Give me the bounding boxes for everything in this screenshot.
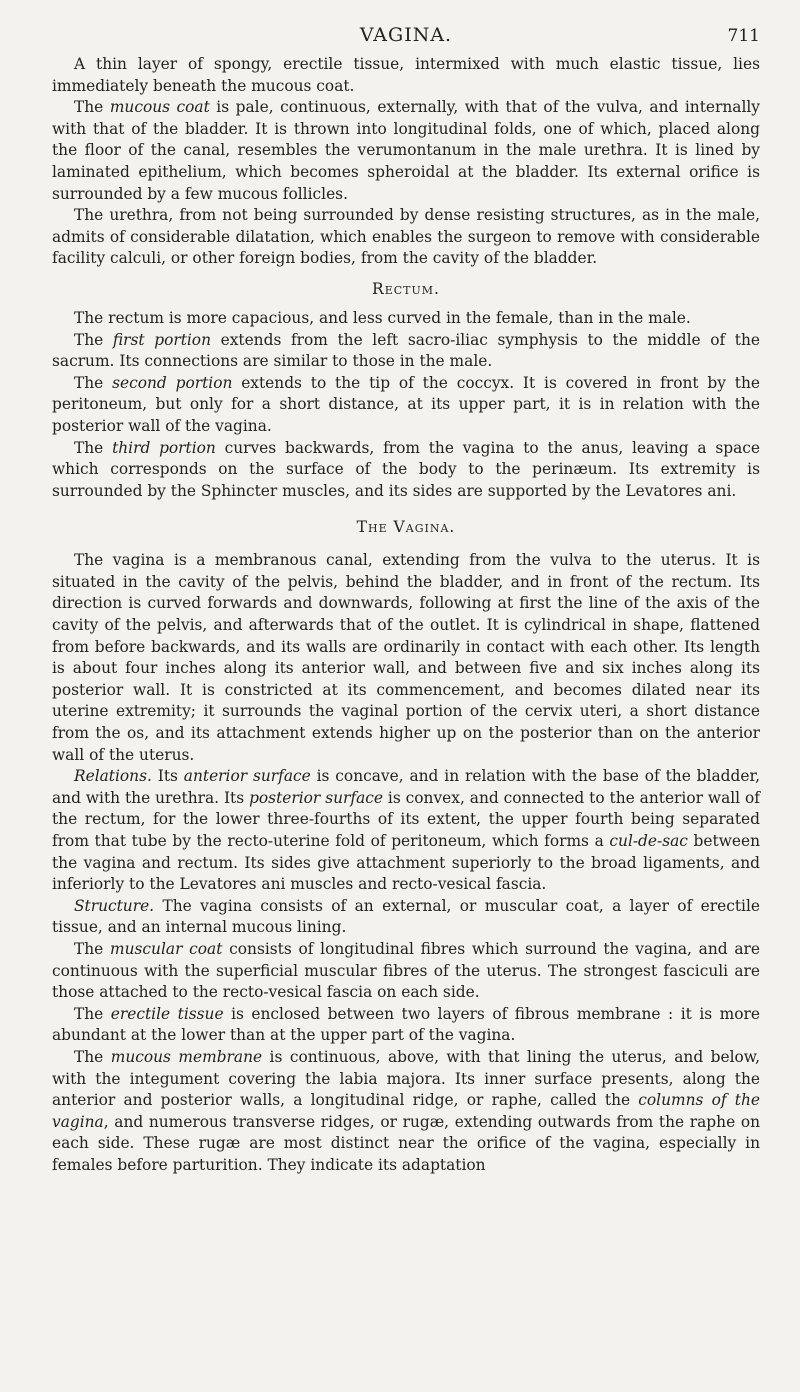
italic-term: anterior surface bbox=[183, 767, 311, 786]
italic-term: muscular coat bbox=[110, 939, 223, 958]
paragraph bbox=[52, 373, 760, 438]
text-run: The bbox=[74, 98, 110, 117]
paragraph bbox=[52, 308, 760, 330]
italic-term: Structure. bbox=[74, 896, 155, 915]
text-run: curves backwards, from the vagina to the anus, leaving a space which corresponds on the surface of the body to the perinæum. Its extremity is surrounded by the Sphincter muscles, and its sides are supported by the Levatores ani. bbox=[52, 438, 760, 500]
italic-term: posterior surface bbox=[249, 788, 383, 807]
paragraph bbox=[52, 939, 760, 1004]
italic-term: third portion bbox=[112, 438, 216, 457]
italic-term: second portion bbox=[112, 373, 233, 392]
text-run: is pale, continuous, externally, with that of the vulva, and internally with that of the bladder. It is thrown into longitudinal folds, one of which, placed along the floor of the canal, resembles the verumontanum in the male urethra. It is lined by laminated epithelium, which becomes spheroidal at the bladder. Its external orifice is surrounded by a few mucous follicles. bbox=[52, 98, 761, 203]
paragraph bbox=[52, 330, 760, 373]
italic-term: mucous coat bbox=[109, 98, 210, 117]
text-run: The bbox=[74, 373, 113, 392]
italic-term: columns of the vagina bbox=[52, 1091, 760, 1131]
running-title: VAGINA. bbox=[359, 24, 453, 46]
text-run: The vagina is a membranous canal, extending from the vulva to the uterus. It is situated in the cavity of the pelvis, behind the bladder, and in front of the rectum. Its direction is curved forwards and downwards, following at first the line of the axis of the cavity of the pelvis, and afterwards that of the outlet. It is cylindrical in shape, flattened from before backwards, and its walls are ordinarily in contact with each other. Its length is about four inches along its anterior wall, and between five and six inches along its posterior wall. It is constricted at its commencement, and becomes dilated near its uterine extremity; it surrounds the vaginal portion of the cervix uteri, a short distance from the os, and its attachment extends higher up on the posterior than on the anterior wall of the uterus. bbox=[52, 551, 760, 764]
text-run: is enclosed between two layers of fibrous membrane : it is more abundant at the lower than at the upper part of the vagina. bbox=[52, 1004, 760, 1045]
italic-term: cul-de-sac bbox=[609, 832, 688, 850]
text-run: extends from the left sacro-iliac symphysis to the middle of the sacrum. Its connections are similar to those in the male. bbox=[52, 330, 760, 371]
paragraph bbox=[52, 1047, 760, 1177]
text-run: The bbox=[74, 330, 113, 349]
text-run: The bbox=[74, 438, 113, 457]
section-heading: Rectum. bbox=[372, 279, 440, 298]
text-run: consists of longitudinal fibres which surround the vagina, and are continuous with the superficial muscular fibres of the uterus. The strongest fasciculi are those attached to the recto-vesical fascia on each side. bbox=[52, 939, 760, 1002]
paragraph bbox=[52, 1004, 760, 1047]
body-text bbox=[52, 54, 760, 1177]
text-run: The vagina consists of an external, or muscular coat, a layer of erectile tissue, and an internal mucous lining. bbox=[52, 896, 760, 937]
italic-term: mucous membrane bbox=[110, 1047, 263, 1066]
running-head bbox=[52, 14, 760, 54]
text-run: The bbox=[74, 1047, 111, 1066]
paragraph bbox=[52, 766, 760, 896]
page-number: 711 bbox=[727, 26, 760, 46]
text-run: A thin layer of spongy, erectile tissue, intermixed with much elastic tissue, lies immediately beneath the mucous coat. bbox=[52, 55, 760, 95]
text-run: between the vagina and rectum. Its sides give attachment superiorly to the broad ligaments, and inferiorly to the Levatores ani muscles and recto-vesical fascia. bbox=[52, 832, 761, 894]
paragraph bbox=[52, 896, 760, 939]
italic-term: erectile tissue bbox=[110, 1004, 224, 1023]
text-run: Its bbox=[151, 767, 184, 786]
text-run: is continuous, above, with that lining the uterus, and below, with the integument covering the labia majora. Its inner surface presents, along the anterior and posterior walls, a longitudinal ridge, or raphe, called the bbox=[52, 1047, 761, 1110]
paragraph bbox=[52, 205, 760, 270]
text-run: The bbox=[74, 939, 111, 958]
section-heading: The Vagina. bbox=[356, 518, 456, 537]
text-run: The rectum is more capacious, and less curved in the female, than in the male. bbox=[74, 308, 691, 327]
paragraph bbox=[52, 97, 760, 205]
paragraph bbox=[52, 550, 760, 766]
text-run: is concave, and in relation with the base of the bladder, and with the urethra. Its bbox=[52, 767, 761, 807]
paragraph bbox=[52, 54, 760, 97]
text-run: , and numerous transverse ridges, or rugæ, extending outwards from the raphe on each side. These rugæ are most distinct near the orifice of the vagina, especially in females before parturition. They indicate its adaptation bbox=[52, 1112, 760, 1174]
paragraph bbox=[52, 438, 760, 503]
text-run: The urethra, from not being surrounded by dense resisting structures, as in the male, admits of considerable dilatation, which enables the surgeon to remove with considerable facility calculi, or other foreign bodies, from the cavity of the bladder. bbox=[52, 206, 760, 268]
text-run: The bbox=[74, 1004, 111, 1023]
text-run: extends to the tip of the coccyx. It is covered in front by the peritoneum, but only for a short distance, at its upper part, it is in relation with the posterior wall of the vagina. bbox=[52, 373, 760, 435]
italic-term: first portion bbox=[112, 330, 211, 349]
italic-term: Relations. bbox=[74, 767, 152, 786]
text-run: is convex, and connected to the anterior wall of the rectum, for the lower three-fourths of its extent, the upper fourth being separated from that tube by the recto-uterine fold of peritoneum, which forms a bbox=[52, 788, 760, 850]
